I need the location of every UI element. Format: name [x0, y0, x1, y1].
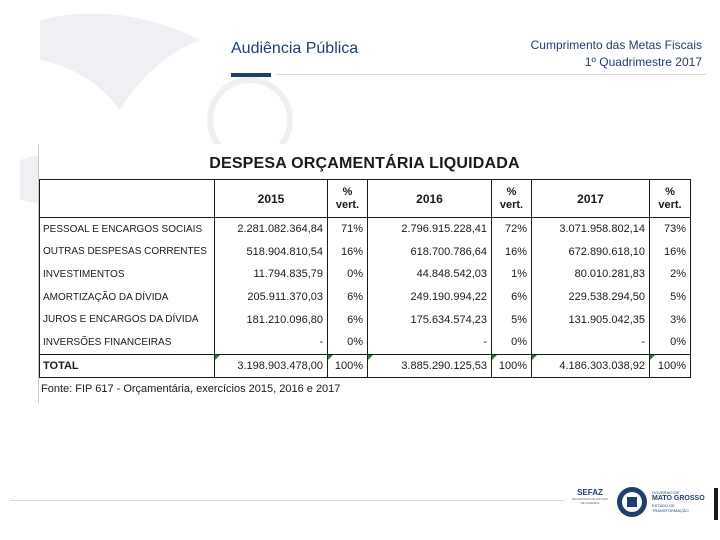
pct-2017: 5%: [650, 286, 691, 309]
pct-2015: 6%: [328, 308, 368, 331]
value-2017: -: [532, 331, 650, 354]
table-row: [40, 286, 691, 309]
state-prefix: GOVERNO DE: [652, 490, 680, 495]
sefaz-sub-1: SECRETARIA DE ESTADO: [571, 497, 609, 501]
value-2015: 205.911.370,03: [215, 286, 328, 309]
pct-2016: 5%: [492, 308, 532, 331]
pct-2017: 3%: [650, 308, 691, 331]
value-2016: 618.700.786,64: [368, 241, 492, 264]
pct-2015: 6%: [328, 286, 368, 309]
expense-table-panel: [39, 144, 690, 403]
mato-grosso-logo: [652, 490, 712, 513]
header-pct-2015: % vert.: [328, 180, 368, 218]
header-pct-2017: % vert.: [650, 180, 691, 218]
value-2017: 672.890.618,10: [532, 241, 650, 264]
value-2016: -: [368, 331, 492, 354]
state-seal-icon: [616, 486, 648, 518]
total-pct-2015: 100%: [328, 354, 368, 378]
sefaz-logo: [567, 488, 613, 518]
pct-2015: 0%: [328, 263, 368, 286]
header-divider: [276, 74, 706, 75]
total-2015: 3.198.903.478,00: [215, 354, 328, 378]
total-label: TOTAL: [40, 354, 215, 378]
table-header-row: [40, 180, 691, 218]
value-2015: 518.904.810,54: [215, 241, 328, 264]
row-label: AMORTIZAÇÃO DA DÍVIDA: [40, 286, 215, 309]
total-2017: 4.186.303.038,92: [532, 354, 650, 378]
footer-edge-bar: [714, 488, 718, 520]
state-sub: ESTADO DE TRANSFORMAÇÃO: [652, 503, 689, 513]
pct-2017: 2%: [650, 263, 691, 286]
pct-2015: 16%: [328, 241, 368, 264]
sefaz-sub-2: DE FAZENDA: [580, 501, 600, 505]
value-2015: 2.281.082.364,84: [215, 218, 328, 241]
table-row: [40, 308, 691, 331]
pct-2017: 0%: [650, 331, 691, 354]
row-label: INVESTIMENTOS: [40, 263, 215, 286]
total-pct-2017: 100%: [650, 354, 691, 378]
value-2017: 3.071.958.802,14: [532, 218, 650, 241]
pct-2016: 1%: [492, 263, 532, 286]
pct-2016: 6%: [492, 286, 532, 309]
total-pct-2016: 100%: [492, 354, 532, 378]
pct-2016: 0%: [492, 331, 532, 354]
table-row: [40, 241, 691, 264]
table-title: DESPESA ORÇAMENTÁRIA LIQUIDADA: [209, 155, 520, 172]
state-name: MATO GROSSO: [652, 495, 705, 502]
value-2015: 11.794.835,79: [215, 263, 328, 286]
subtitle-line-2: 1º Quadrimestre 2017: [584, 55, 702, 69]
table-row: [40, 218, 691, 241]
header-pct-2016: % vert.: [492, 180, 532, 218]
header-2016: 2016: [368, 180, 492, 218]
header-subtitle: [531, 37, 702, 71]
value-2016: 2.796.915.228,41: [368, 218, 492, 241]
table-row: [40, 263, 691, 286]
value-2016: 249.190.994,22: [368, 286, 492, 309]
page-title: Audiência Pública: [231, 40, 359, 57]
value-2015: 181.210.096,80: [215, 308, 328, 331]
total-row: [40, 354, 691, 378]
value-2015: -: [215, 331, 328, 354]
value-2016: 175.634.574,23: [368, 308, 492, 331]
title-underline: [231, 73, 271, 77]
pct-2016: 16%: [492, 241, 532, 264]
value-2017: 229.538.294,50: [532, 286, 650, 309]
subtitle-line-1: Cumprimento das Metas Fiscais: [530, 38, 702, 52]
table-row: [40, 331, 691, 354]
expense-table: [39, 179, 691, 378]
header-2017: 2017: [532, 180, 650, 218]
value-2016: 44.848.542,03: [368, 263, 492, 286]
sefaz-label: SEFAZ: [577, 488, 603, 497]
value-2017: 80.010.281,83: [532, 263, 650, 286]
pct-2017: 16%: [650, 241, 691, 264]
header-label-col: [40, 180, 215, 218]
value-2017: 131.905.042,35: [532, 308, 650, 331]
footer-divider: [10, 500, 565, 501]
table-source-note: Fonte: FIP 617 - Orçamentária, exercícios 2015, 2016 e 2017: [41, 383, 341, 395]
row-label: INVERSÕES FINANCEIRAS: [40, 331, 215, 354]
row-label: PESSOAL E ENCARGOS SOCIAIS: [40, 218, 215, 241]
pct-2015: 0%: [328, 331, 368, 354]
pct-2017: 73%: [650, 218, 691, 241]
row-label: OUTRAS DESPESAS CORRENTES: [40, 241, 215, 264]
pct-2016: 72%: [492, 218, 532, 241]
total-2016: 3.885.290.125,53: [368, 354, 492, 378]
pct-2015: 71%: [328, 218, 368, 241]
row-label: JUROS E ENCARGOS DA DÍVIDA: [40, 308, 215, 331]
header-2015: 2015: [215, 180, 328, 218]
